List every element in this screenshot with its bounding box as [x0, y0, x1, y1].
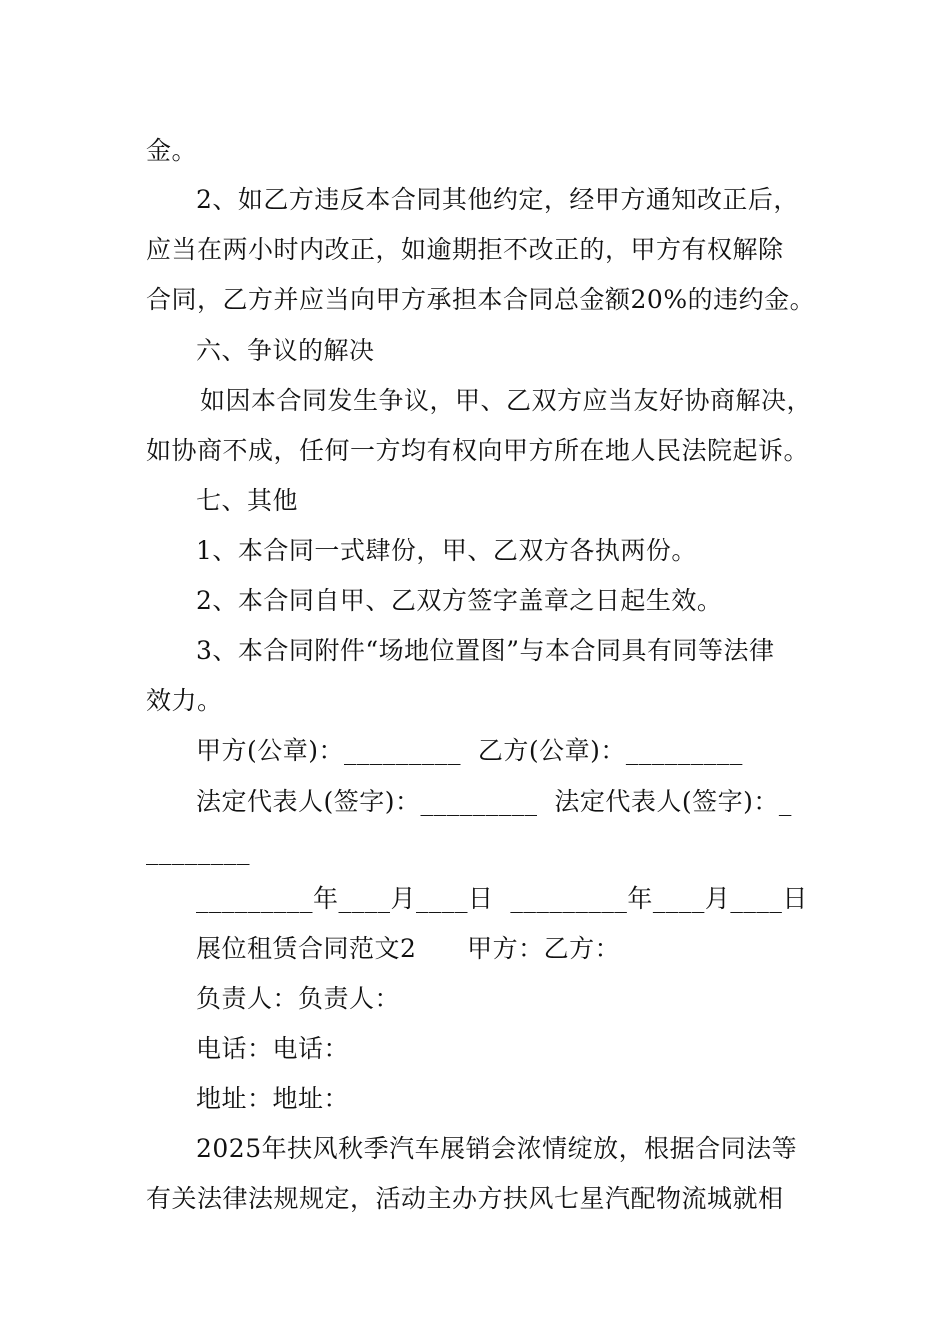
text-line: 如因本合同发生争议，甲、乙双方应当友好协商解决， — [200, 386, 813, 415]
text-line: 2、本合同自甲、乙双方签字盖章之日起生效。 — [196, 586, 723, 615]
text-line: 金。 — [146, 136, 198, 165]
text-line: 2025年扶风秋季汽车展销会浓情绽放，根据合同法等 — [196, 1134, 798, 1163]
text-line: 效力。 — [146, 686, 223, 715]
text-line: 展位租赁合同范文2 甲方：乙方： — [196, 934, 621, 963]
date-line: _________年____月____日 _________年____月____日 — [196, 884, 808, 913]
signature-line: ________ — [146, 836, 250, 865]
text-line: 合同，乙方并应当向甲方承担本合同总金额20%的违约金。 — [146, 285, 816, 314]
text-line: 应当在两小时内改正，如逾期拒不改正的，甲方有权解除 — [146, 235, 784, 264]
text-line: 3、本合同附件“场地位置图”与本合同具有同等法律 — [196, 636, 775, 665]
section-heading: 六、争议的解决 — [196, 336, 375, 365]
text-line: 地址：地址： — [196, 1084, 350, 1113]
signature-line: 甲方(公章)：_________ 乙方(公章)：_________ — [196, 736, 743, 765]
text-line: 2、如乙方违反本合同其他约定，经甲方通知改正后， — [196, 185, 799, 214]
text-line: 有关法律法规规定，活动主办方扶风七星汽配物流城就相 — [146, 1184, 784, 1213]
text-line: 1、本合同一式肆份，甲、乙双方各执两份。 — [196, 536, 697, 565]
section-heading: 七、其他 — [196, 486, 299, 515]
signature-line: 法定代表人(签字)：_________ 法定代表人(签字)：_ — [196, 787, 792, 816]
text-line: 如协商不成，任何一方均有权向甲方所在地人民法院起诉。 — [146, 436, 810, 465]
text-line: 负责人：负责人： — [196, 984, 401, 1013]
text-line: 电话：电话： — [196, 1034, 350, 1063]
